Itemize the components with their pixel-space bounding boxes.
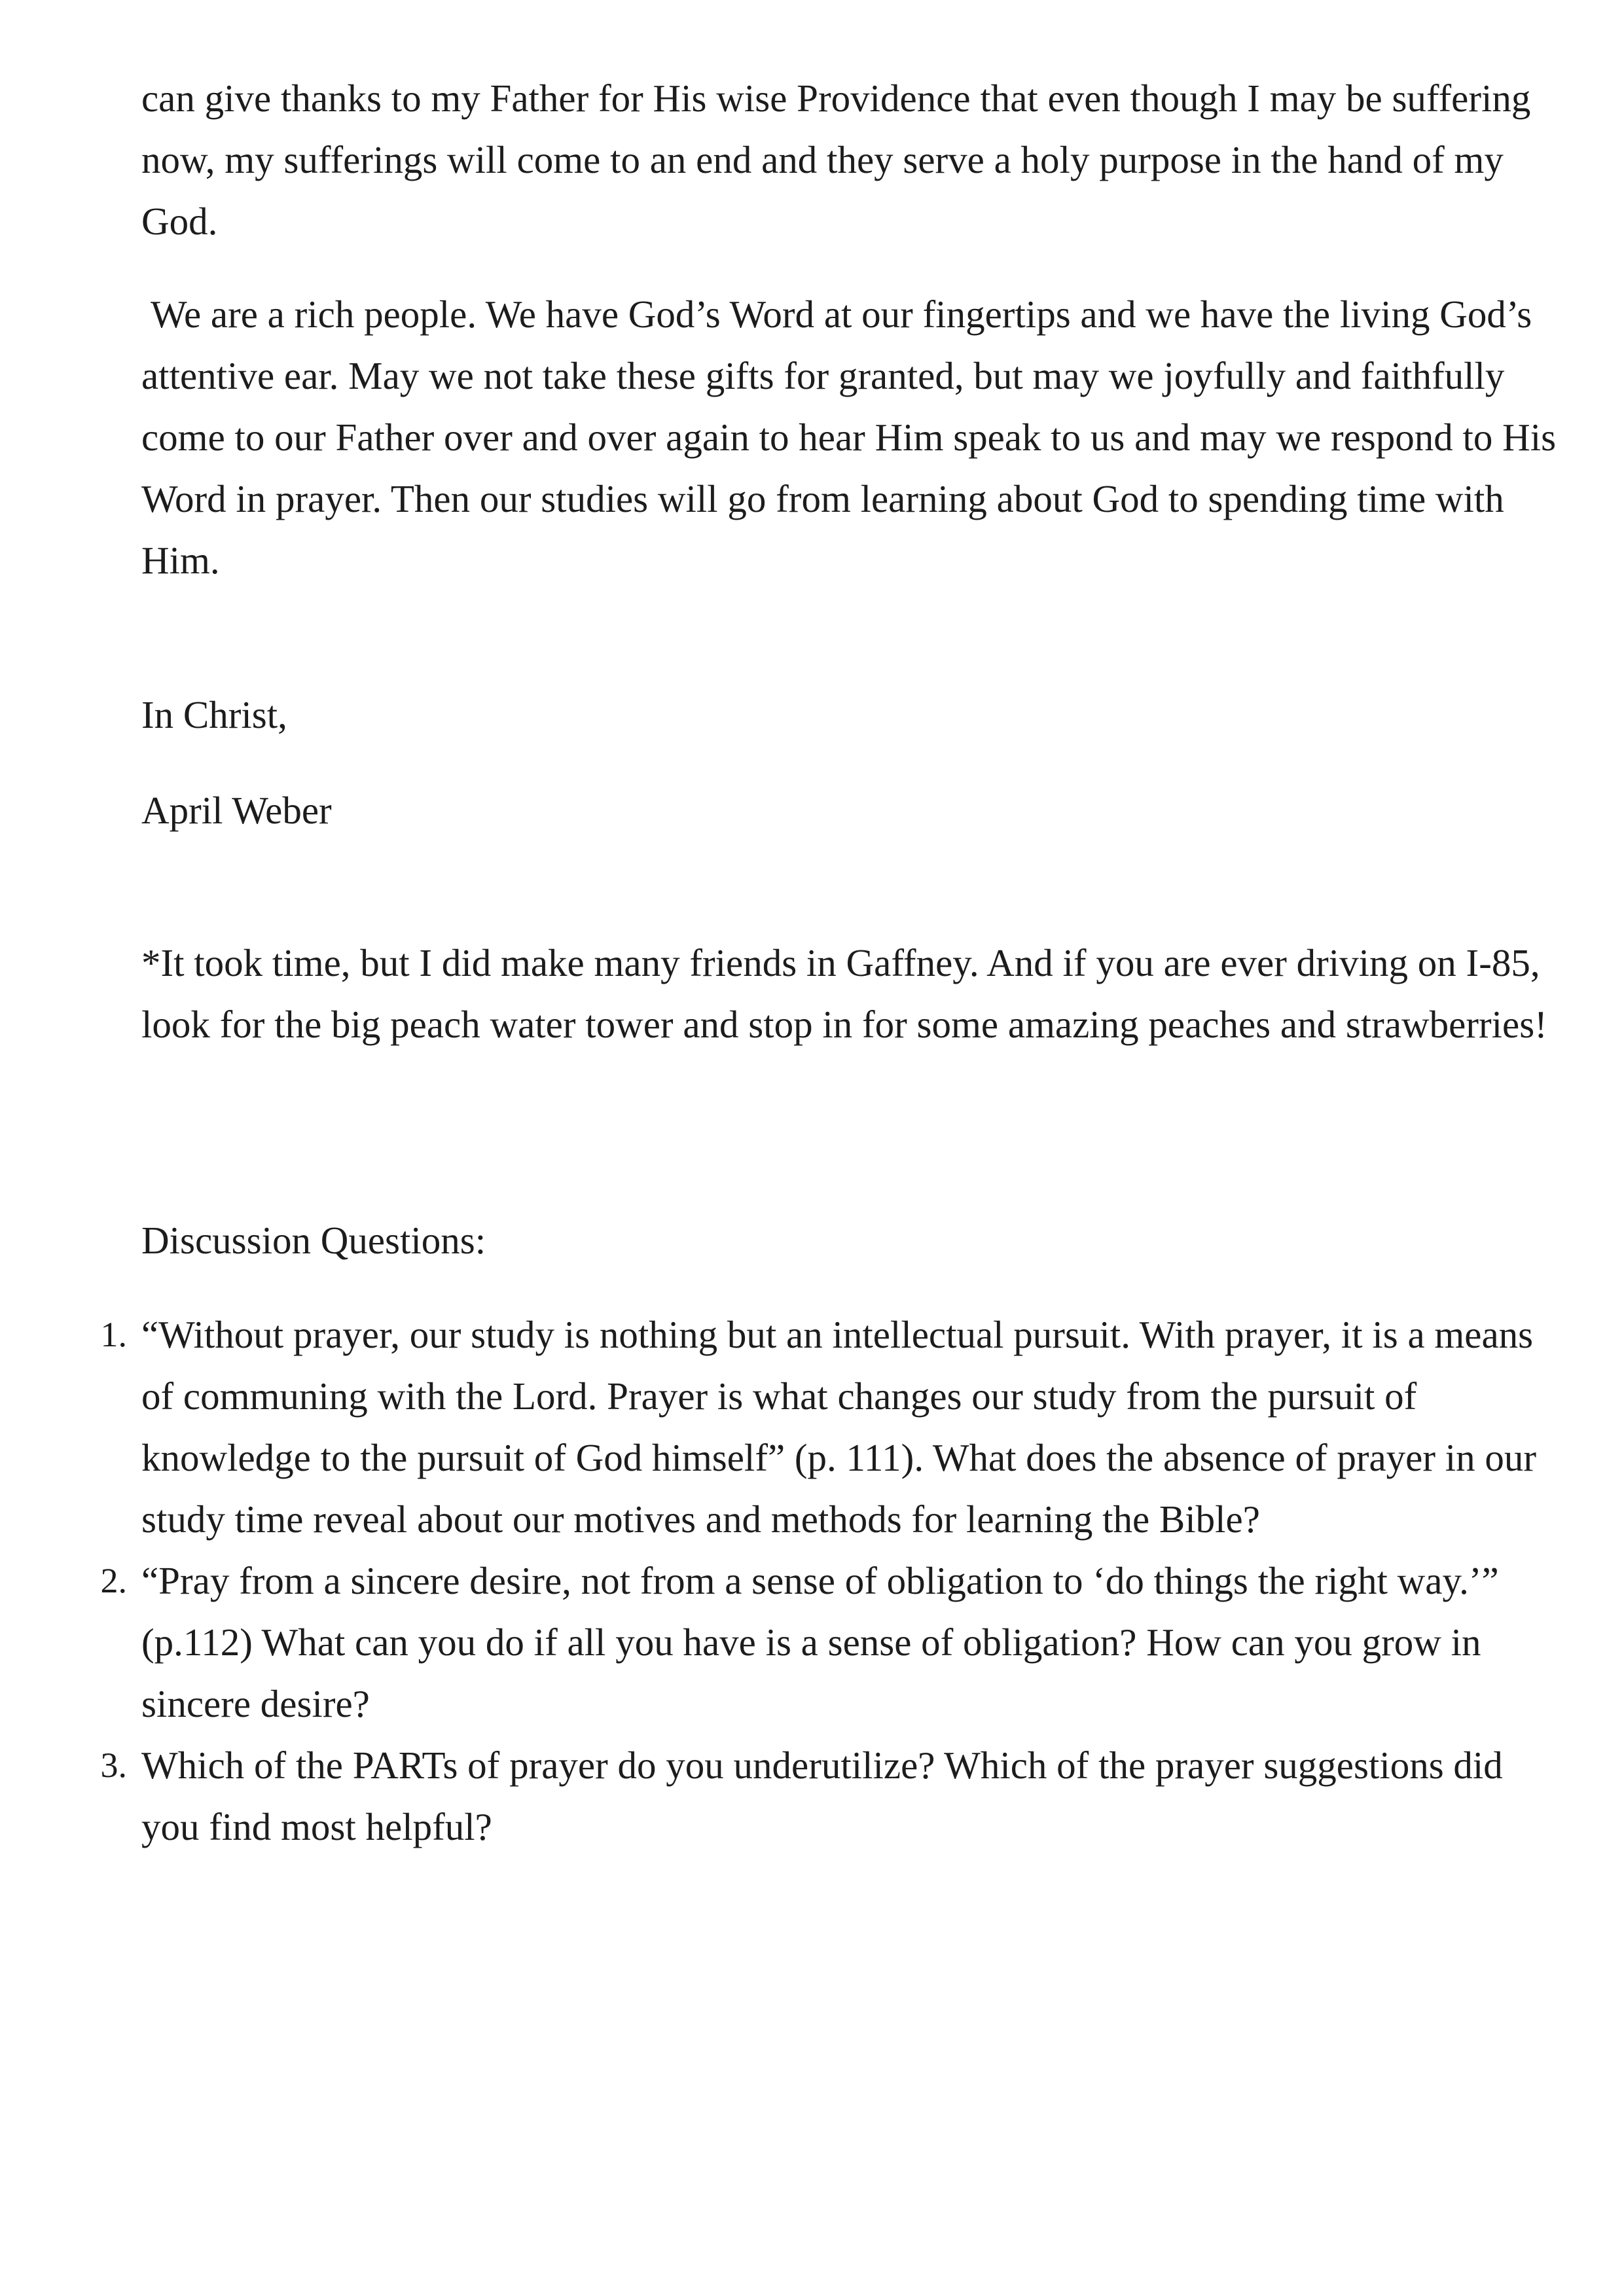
closing-salutation: In Christ,: [141, 693, 287, 736]
question-item: [100, 1550, 1568, 1734]
question-text: “Without prayer, our study is nothing but an intellectual pursuit. With prayer, it is a means of communing with the Lord. Prayer is what changes our study from the pursuit of knowledge to the pursuit of God himself” (p. 111). What does the absence of prayer in our study time reveal about our motives and methods for learning the Bible?: [141, 1313, 1537, 1541]
question-text: “Pray from a sincere desire, not from a sense of obligation to ‘do things the right way.’” (p.112) What can you do if all you have is a sense of obligation? How can you grow in sincere desire?: [141, 1559, 1499, 1725]
question-item: [100, 1304, 1568, 1550]
paragraph-rich-people: We are a rich people. We have God’s Word at our fingertips and we have the living God’s attentive ear. May we not take these gifts for granted, but may we joyfully and faithfully come to our Father over and over again to hear Him speak to us and may we respond to His Word in prayer. Then our studies will go from learning about God to spending time with Him.: [141, 293, 1557, 582]
discussion-questions-list: [100, 1304, 1568, 1857]
question-number: 2.: [100, 1561, 127, 1600]
paragraph-providence: can give thanks to my Father for His wise Providence that even though I may be suffering now, my sufferings will come to an end and they serve a holy purpose in the hand of my God.: [141, 77, 1531, 243]
question-number: 3.: [100, 1746, 127, 1785]
signature: April Weber: [141, 789, 332, 832]
question-number: 1.: [100, 1315, 127, 1354]
discussion-heading: Discussion Questions:: [141, 1219, 486, 1262]
question-item: [100, 1734, 1568, 1857]
question-text: Which of the PARTs of prayer do you underutilize? Which of the prayer suggestions did you find most helpful?: [141, 1744, 1503, 1848]
footnote-paragraph: *It took time, but I did make many friends in Gaffney. And if you are ever driving on I-85, look for the big peach water tower and stop in for some amazing peaches and strawberries!: [141, 941, 1547, 1046]
